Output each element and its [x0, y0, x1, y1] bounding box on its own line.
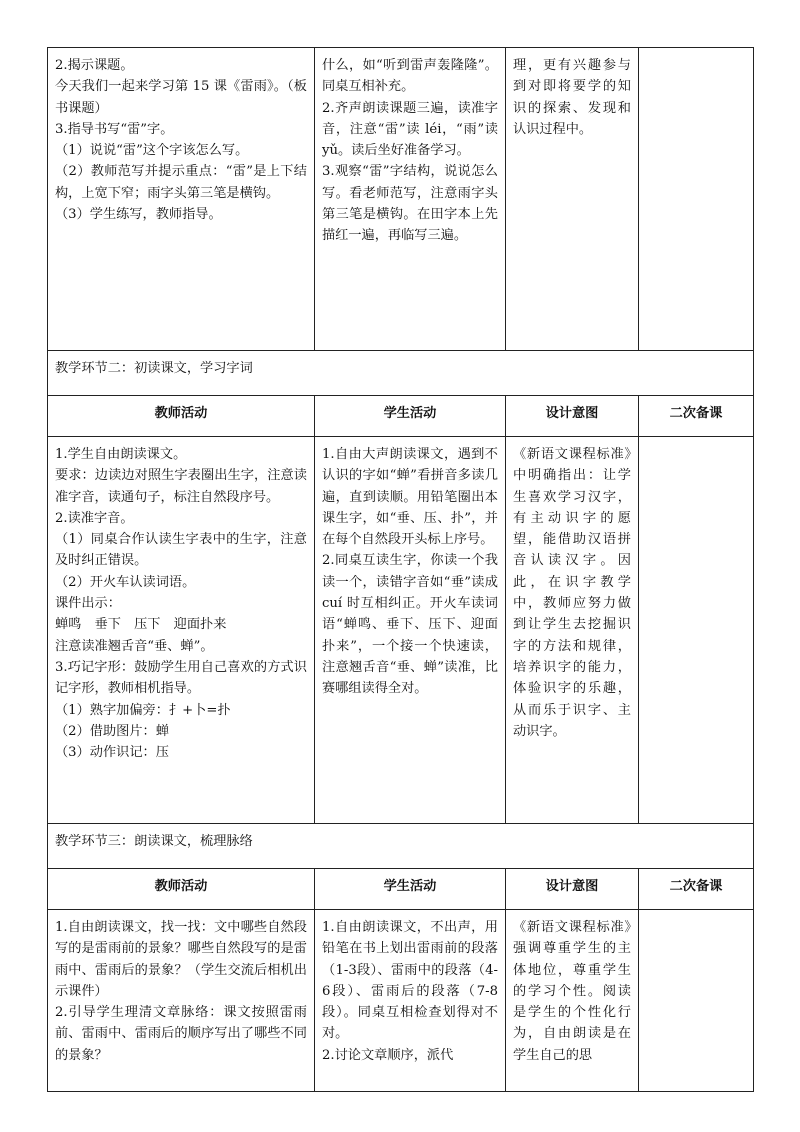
second-prep-cell: [639, 48, 754, 351]
section-title: 教学环节二：初读课文，学习字词: [48, 351, 754, 396]
header-teacher: 教师活动: [48, 869, 315, 910]
student-text: 2.齐声朗读课题三遍，读准字音，注意“雷”读 léi，“雨”读 yǔ。读后坐好准备学习。: [322, 100, 498, 159]
teacher-text: 注意读准翘舌音“垂、蝉”。: [55, 638, 214, 654]
teacher-text: （2）开火车认读词语。: [55, 574, 196, 590]
section-row-2: [48, 351, 754, 396]
header-intent: 设计意图: [506, 869, 639, 910]
student-text: 1.自由朗读课文，不出声，用铅笔在书上划出雷雨前的段落（1-3段）、雷雨中的段落（4-6段）、雷雨后的段落（7-8段）。同桌互相检查划得对不对。: [322, 920, 498, 1042]
teacher-text: 3.指导书写“雷”字。: [55, 121, 174, 137]
teacher-text: （1）同桌合作认读生字表中的生字，注意及时纠正错误。: [55, 532, 307, 569]
second-prep-cell: [639, 910, 754, 1092]
content-row-2: [48, 437, 754, 824]
intent-text: 《新语文课程标准》强调尊重学生的主体地位，尊重学生的学习个性。阅读是学生的个性化行为，自由朗读是在学生自己的思: [513, 920, 631, 1063]
content-row-1: [48, 48, 754, 351]
section-title: 教学环节三：朗读课文，梳理脉络: [48, 824, 754, 869]
teacher-activity-cell: [48, 48, 315, 351]
teacher-activity-cell: [48, 437, 315, 824]
teacher-text: 蝉鸣 垂下 压下 迎面扑来: [55, 617, 227, 633]
student-activity-cell: [315, 48, 506, 351]
intent-text: 《新语文课程标准》中明确指出：让学生喜欢学习汉字，有主动识字的愿望，能借助汉语拼音认读汉字。因此，在识字教学中，教师应努力做到让学生去挖掘识字的方法和规律，培养识字的能力，体验识字的乐趣，从而乐于识字、主动识字。: [513, 447, 631, 739]
teacher-text: 2.引导学生理清文章脉络：课文按照雷雨前、雷雨中、雷雨后的顺序写出了哪些不同的景象？: [55, 1005, 307, 1063]
teacher-text: 今天我们一起来学习第 15 课《雷雨》。（板书课题）: [55, 79, 307, 116]
section-row-3: [48, 824, 754, 869]
header-intent: 设计意图: [506, 396, 639, 437]
student-activity-cell: [315, 910, 506, 1092]
teacher-text: 1.自由朗读课文，找一找：文中哪些自然段写的是雷雨前的景象？哪些自然段写的是雷雨中、雷雨后的景象？（学生交流后相机出示课件）: [55, 920, 307, 999]
header-row: [48, 396, 754, 437]
lesson-plan-table: [47, 47, 754, 1092]
header-teacher: 教师活动: [48, 396, 315, 437]
teacher-text: 2.揭示课题。: [55, 58, 134, 73]
teacher-text: 2.读准字音。: [55, 510, 134, 526]
design-intent-cell: [506, 437, 639, 824]
header-prep: 二次备课: [639, 396, 754, 437]
teacher-text: 课件出示：: [55, 596, 121, 612]
student-text: 2.同桌互读生字，你读一个我读一个，读错字音如“垂”读成 cuí 时互相纠正。开火车读词语“蝉鸣、垂下、压下、迎面扑来”，一个接一个快速读，注意翘舌音“垂、蝉”读准，比赛哪组读得全对。: [322, 553, 498, 697]
student-text: 1.自由大声朗读课文，遇到不认识的字如“蝉”看拼音多读几遍，直到读顺。用铅笔圈出本课生字，如“垂、压、扑”，并在每个自然段开头标上序号。: [322, 447, 498, 548]
header-prep: 二次备课: [639, 869, 754, 910]
teacher-text: （3）学生练写，教师指导。: [55, 207, 222, 223]
second-prep-cell: [639, 437, 754, 824]
teacher-text: （2）教师范写并提示重点：“雷”是上下结构，上宽下窄；雨字头第三笔是横钩。: [55, 164, 307, 201]
teacher-text: 要求：边读边对照生字表圈出生字，注意读准字音，读通句子，标注自然段序号。: [55, 468, 307, 505]
content-row-3: [48, 910, 754, 1092]
intent-text: 理，更有兴趣参与到对即将要学的知识的探索、发现和认识过程中。: [513, 58, 631, 137]
teacher-text: （3）动作识记：压: [55, 745, 169, 761]
header-row: [48, 869, 754, 910]
student-text: 什么，如“听到雷声轰隆隆”。同桌互相补充。: [322, 58, 498, 95]
student-text: 3.观察“雷”字结构，说说怎么写。看老师范写，注意雨字头第三笔是横钩。在田字本上先描红一遍，再临写三遍。: [322, 164, 498, 244]
header-student: 学生活动: [315, 396, 506, 437]
teacher-text: （1）熟字加偏旁：扌+卜=扑: [55, 702, 231, 718]
design-intent-cell: [506, 48, 639, 351]
teacher-text: （1）说说“雷”这个字该怎么写。: [55, 143, 249, 159]
header-student: 学生活动: [315, 869, 506, 910]
teacher-activity-cell: [48, 910, 315, 1092]
design-intent-cell: [506, 910, 639, 1092]
teacher-text: 1.学生自由朗读课文。: [55, 447, 187, 462]
student-text: 2.讨论文章顺序，派代: [322, 1047, 454, 1063]
student-activity-cell: [315, 437, 506, 824]
teacher-text: 3.巧记字形：鼓励学生用自己喜欢的方式识记字形，教师相机指导。: [55, 659, 307, 697]
teacher-text: （2）借助图片：蝉: [55, 723, 169, 739]
